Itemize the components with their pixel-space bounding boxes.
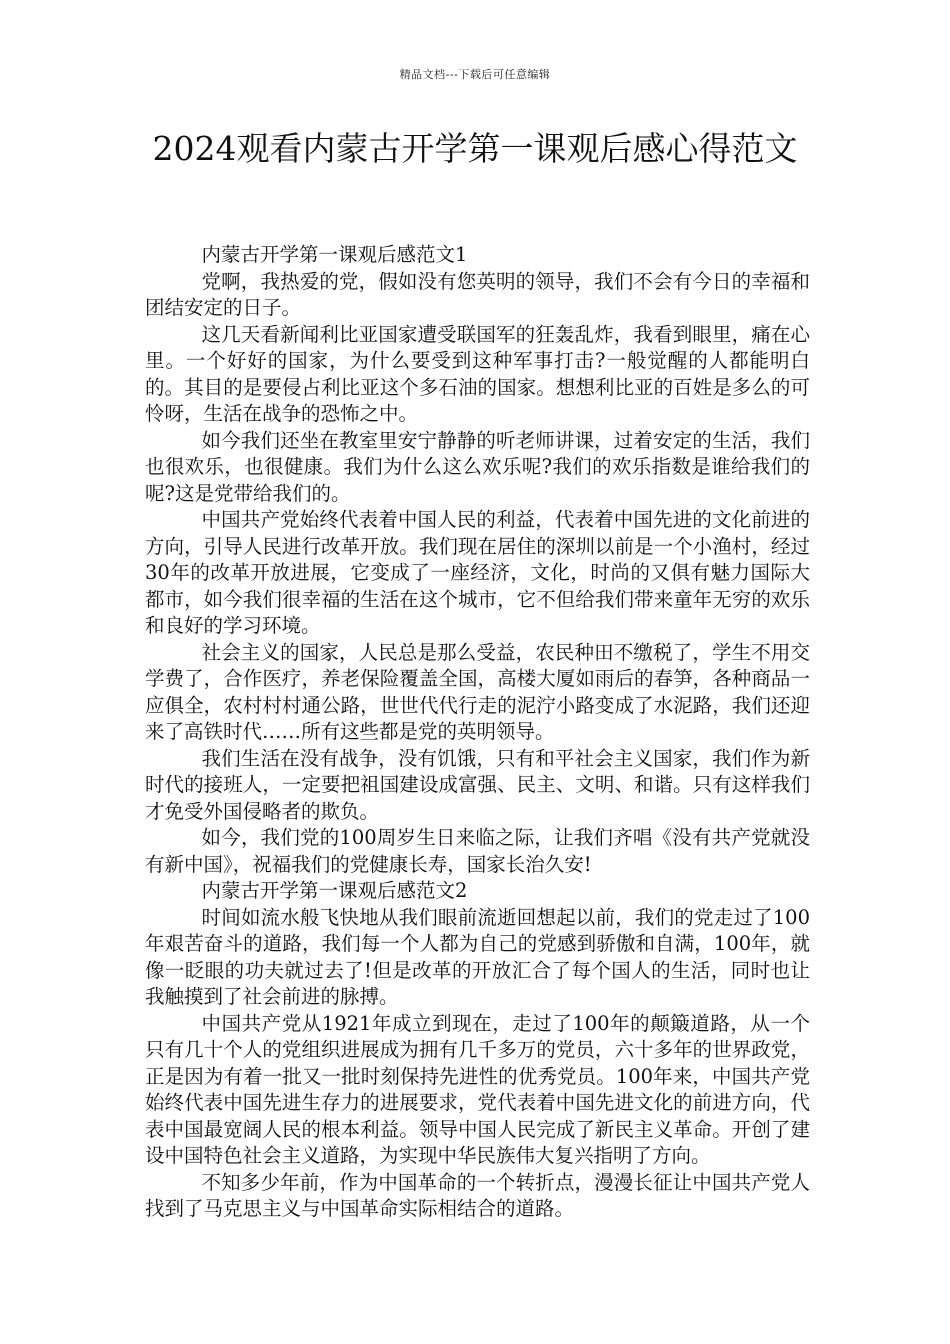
paragraph: 中国共产党始终代表着中国人民的利益，代表着中国先进的文化前进的方向，引导人民进行改革开放。我们现在居住的深圳以前是一个小渔村，经过30年的改革开放进展，它变成了一座经济，文化，时尚的又俱有魅力国际大都市，如今我们很幸福的生活在这个城市，它不但给我们带来童年无穷的欢乐和良好的学习环境。 bbox=[145, 508, 810, 637]
paragraph: 社会主义的国家，人民总是那么受益，农民种田不缴税了，学生不用交学费了，合作医疗，养老保险覆盖全国，高楼大厦如雨后的春笋，各种商品一应俱全，农村村村通公路，世世代代行走的泥泞小路变成了水泥路，我们还迎来了高铁时代……所有这些都是党的英明领导。 bbox=[145, 640, 810, 743]
paragraph: 如今我们还坐在教室里安宁静静的听老师讲课，过着安定的生活，我们也很欢乐，也很健康。我们为什么这么欢乐呢?我们的欢乐指数是谁给我们的呢?这是党带给我们的。 bbox=[145, 428, 810, 505]
document-body bbox=[145, 242, 810, 1223]
paragraph: 中国共产党从1921年成立到现在，走过了100年的颠簸道路，从一个只有几十个人的党组织进展成为拥有几千多万的党员，六十多年的世界政党，正是因为有着一批又一批时刻保持先进性的优秀党员。100年来，中国共产党始终代表中国先进生存力的进展要求，党代表着中国先进文化的前进方向，代表中国最宽阔人民的根本利益。领导中国人民完成了新民主义革命。开创了建设中国特色社会主义道路，为实现中华民族伟大复兴指明了方向。 bbox=[145, 1011, 810, 1167]
paragraph: 不知多少年前，作为中国革命的一个转折点，漫漫长征让中国共产党人找到了马克思主义与中国革命实际相结合的道路。 bbox=[145, 1170, 810, 1220]
section-heading-2: 内蒙古开学第一课观后感范文2 bbox=[201, 879, 468, 902]
header-note: 精品文档---下载后可任意编辑 bbox=[399, 68, 551, 81]
paragraph: 党啊，我热爱的党，假如没有您英明的领导，我们不会有今日的幸福和团结安定的日子。 bbox=[145, 269, 810, 319]
paragraph: 这几天看新闻利比亚国家遭受联国军的狂轰乱炸，我看到眼里，痛在心里。一个好好的国家，为什么要受到这种军事打击?一般觉醒的人都能明白的。其目的是要侵占利比亚这个多石油的国家。想想利比亚的百姓是多么的可怜呀，生活在战争的恐怖之中。 bbox=[145, 322, 810, 425]
page-title: 2024观看内蒙古开学第一课观后感心得范文 bbox=[152, 129, 798, 168]
paragraph: 如今，我们党的100周岁生日来临之际，让我们齐唱《没有共产党就没有新中国》，祝福我们的党健康长寿，国家长治久安! bbox=[145, 826, 810, 876]
paragraph: 时间如流水般飞快地从我们眼前流逝回想起以前，我们的党走过了100年艰苦奋斗的道路，我们每一个人都为自己的党感到骄傲和自满，100年，就像一眨眼的功夫就过去了!但是改革的开放汇合了每个国人的生活，同时也让我触摸到了社会前进的脉搏。 bbox=[145, 905, 810, 1008]
section-heading-1: 内蒙古开学第一课观后感范文1 bbox=[201, 243, 468, 266]
paragraph: 我们生活在没有战争，没有饥饿，只有和平社会主义国家，我们作为新时代的接班人，一定要把祖国建设成富强、民主、文明、和谐。只有这样我们才免受外国侵略者的欺负。 bbox=[145, 746, 810, 823]
